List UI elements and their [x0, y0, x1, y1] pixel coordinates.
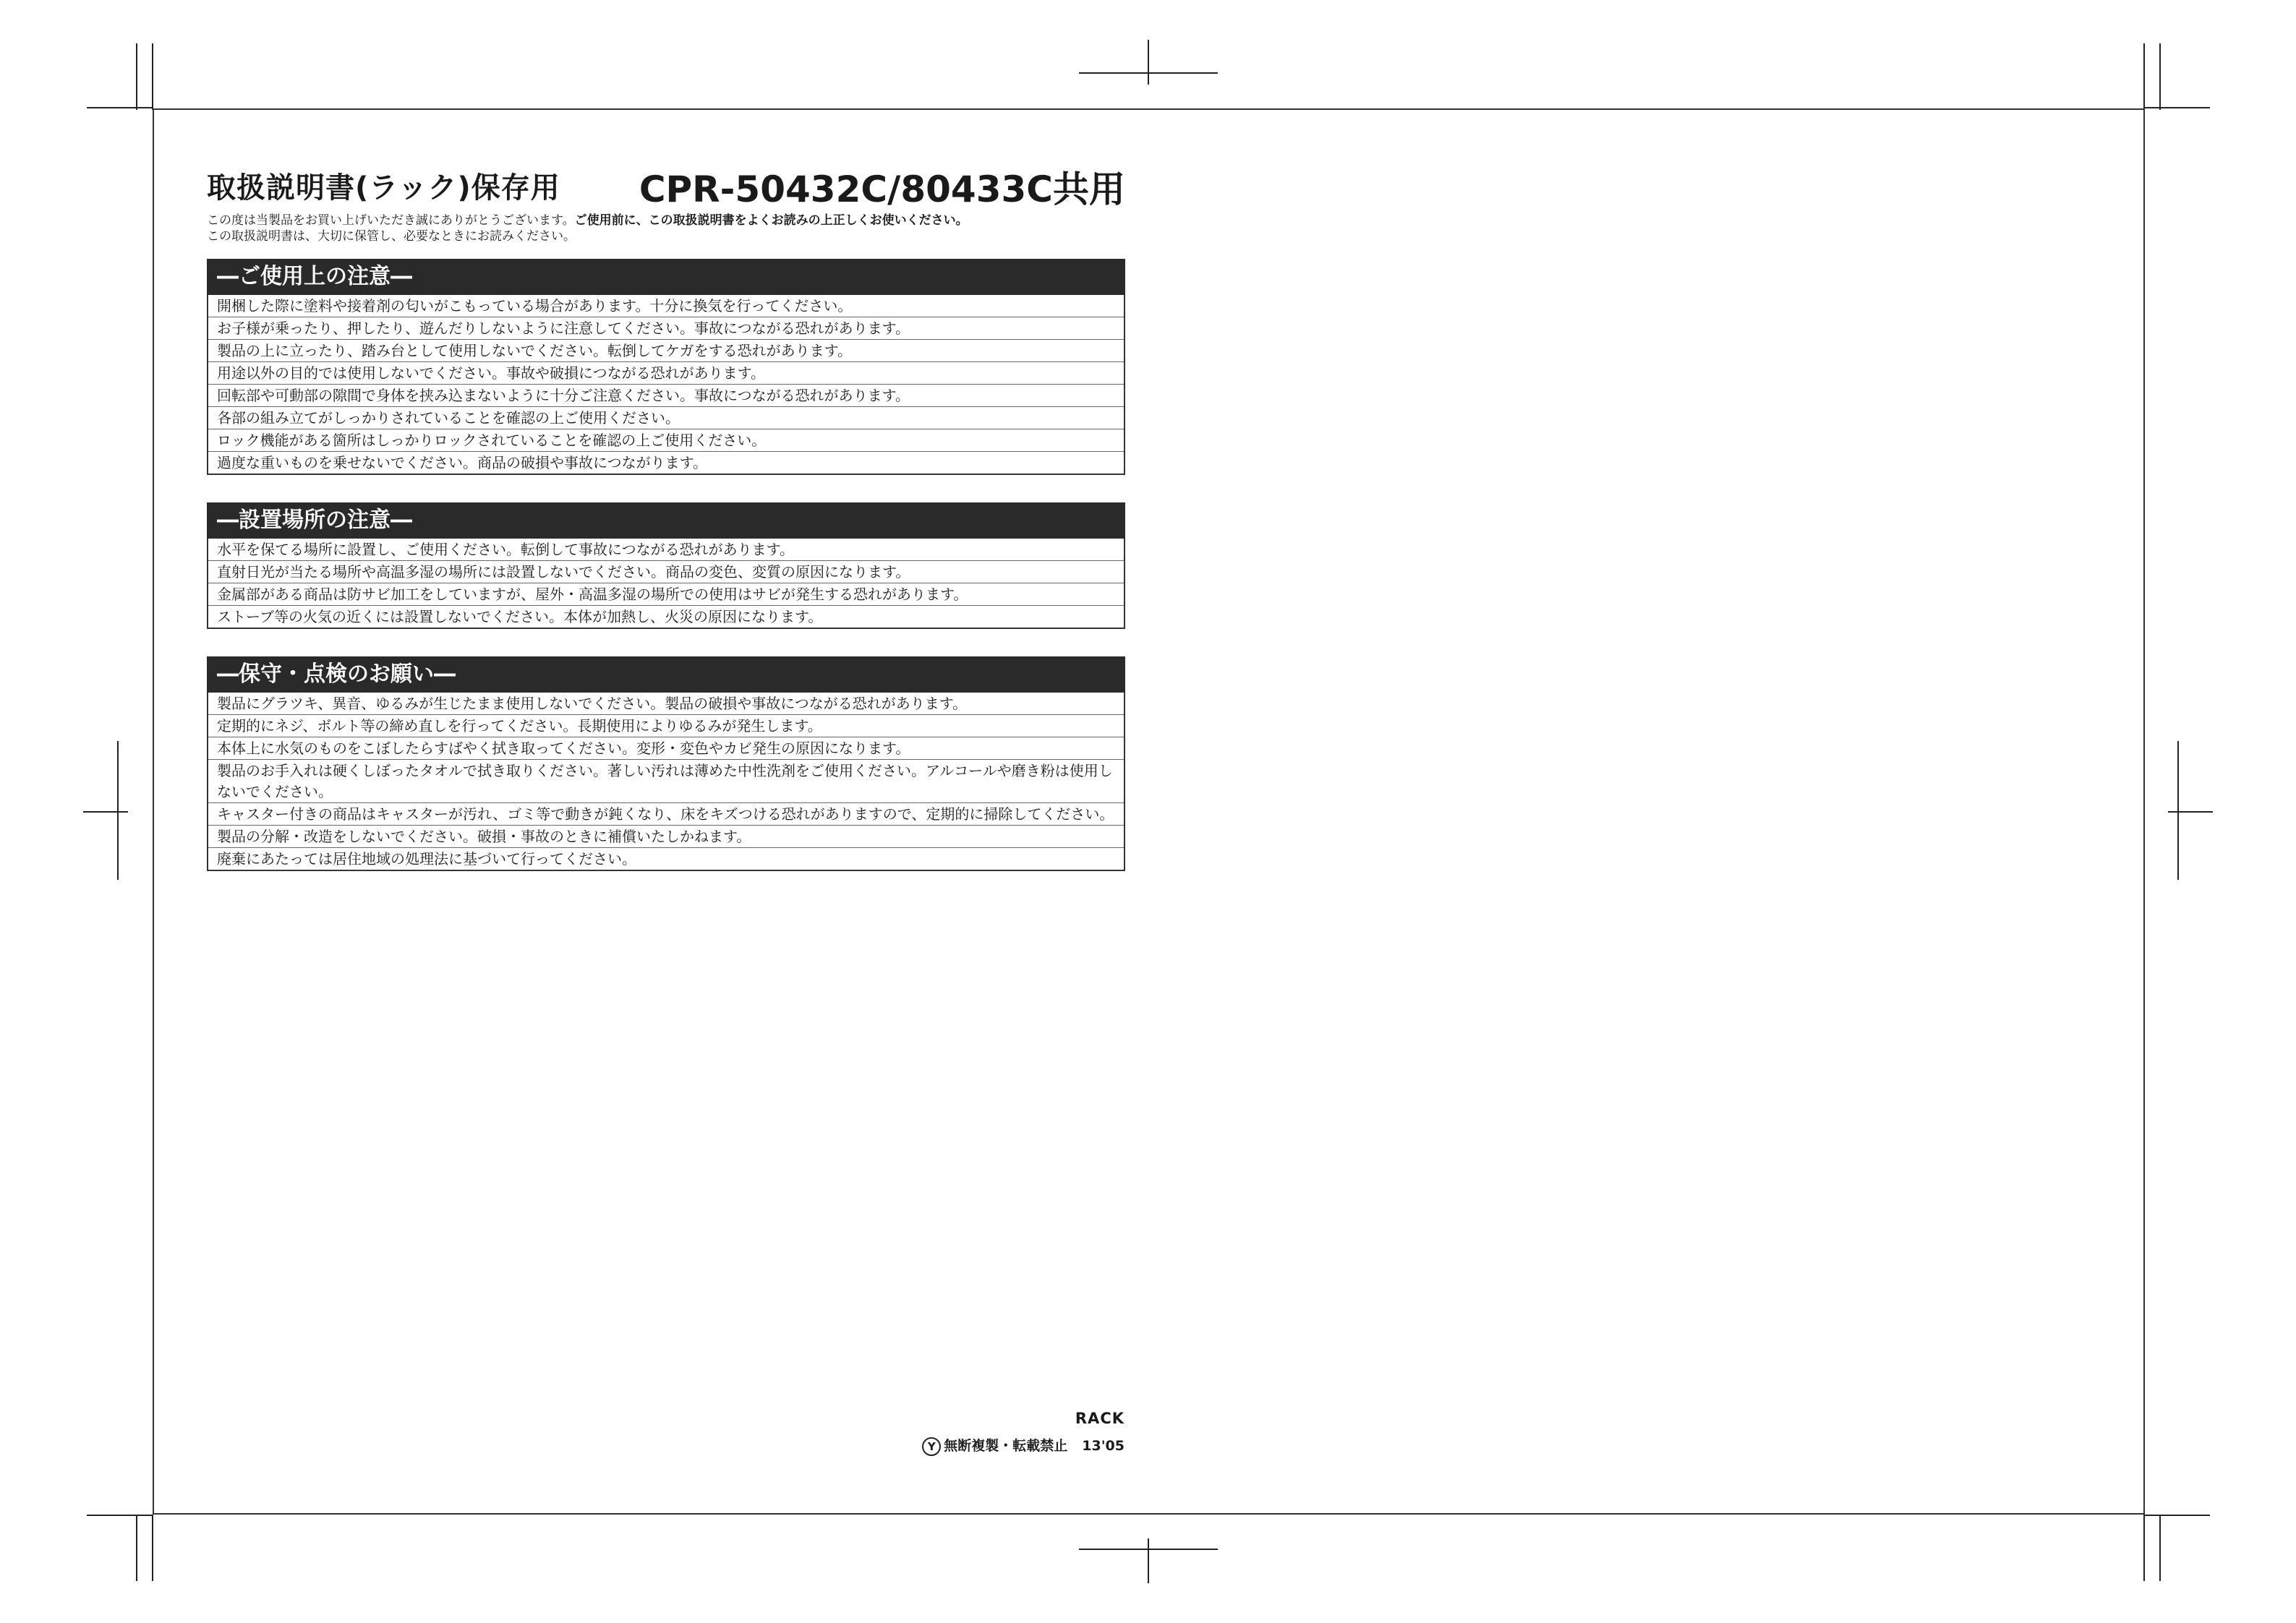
list-item: 廃棄にあたっては居住地域の処理法に基づいて行ってください。: [208, 847, 1124, 870]
list-item: 製品の分解・改造をしないでください。破損・事故のときに補償いたしかねます。: [208, 825, 1124, 847]
model-number: CPR-50432C/80433C共用: [639, 168, 1125, 210]
caution-list: [207, 295, 1125, 475]
list-item: 本体上に水気のものをこぼしたらすばやく拭き取ってください。変形・変色やカビ発生の原因になります。: [208, 737, 1124, 759]
document-title: 取扱説明書(ラック)保存用: [207, 171, 560, 205]
copyright-notice: 無断複製・転載禁止: [944, 1438, 1068, 1454]
category-label: RACK: [1075, 1410, 1124, 1427]
list-item: 定期的にネジ、ボルト等の締め直しを行ってください。長期使用によりゆるみが発生します。: [208, 714, 1124, 737]
section-heading: ―ご使用上の注意―: [207, 259, 1125, 295]
intro-text: [207, 213, 1125, 244]
list-item: 用途以外の目的では使用しないでください。事故や破損につながる恐れがあります。: [208, 361, 1124, 384]
issue-date: 13'05: [1082, 1438, 1124, 1454]
section-usage-cautions: [207, 259, 1125, 475]
header: [207, 160, 1125, 210]
intro-line-2: この取扱説明書は、大切に保管し、必要なときにお読みください。: [207, 229, 576, 244]
caution-list: [207, 693, 1125, 871]
list-item: 直射日光が当たる場所や高温多湿の場所には設置しないでください。商品の変色、変質の原因になります。: [208, 560, 1124, 583]
list-item: 過度な重いものを乗せないでください。商品の破損や事故につながります。: [208, 451, 1124, 474]
section-maintenance: [207, 656, 1125, 871]
list-item: キャスター付きの商品はキャスターが汚れ、ゴミ等で動きが鈍くなり、床をキズつける恐れがありますので、定期的に掃除してください。: [208, 802, 1124, 825]
caution-list: [207, 539, 1125, 629]
manual-content: [207, 160, 1125, 871]
copyright-line: [922, 1435, 1124, 1456]
section-heading: ―保守・点検のお願い―: [207, 656, 1125, 693]
section-heading: ―設置場所の注意―: [207, 502, 1125, 539]
list-item: ロック機能がある箇所はしっかりロックされていることを確認の上ご使用ください。: [208, 429, 1124, 451]
list-item: 各部の組み立てがしっかりされていることを確認の上ご使用ください。: [208, 406, 1124, 429]
list-item: 開梱した際に塗料や接着剤の匂いがこもっている場合があります。十分に換気を行ってください。: [217, 297, 853, 314]
list-item: 金属部がある商品は防サビ加工をしていますが、屋外・高温多湿の場所での使用はサビが発生する恐れがあります。: [208, 583, 1124, 605]
y-mark-icon: Y: [922, 1437, 941, 1456]
section-installation-cautions: [207, 502, 1125, 629]
list-item: 製品のお手入れは硬くしぼったタオルで拭き取りください。著しい汚れは薄めた中性洗剤をご使用ください。アルコールや磨き粉は使用しないでください。: [208, 759, 1124, 802]
list-item: 製品にグラツキ、異音、ゆるみが生じたまま使用しないでください。製品の破損や事故につながる恐れがあります。: [217, 695, 968, 712]
intro-line-1: この度は当製品をお買い上げいただき誠にありがとうございます。ご使用前に、この取扱説明書をよくお読みの上正しくお使いください。: [207, 213, 968, 228]
list-item: ストーブ等の火気の近くには設置しないでください。本体が加熱し、火災の原因になります。: [208, 605, 1124, 628]
list-item: 水平を保てる場所に設置し、ご使用ください。転倒して事故につながる恐れがあります。: [217, 541, 794, 558]
list-item: お子様が乗ったり、押したり、遊んだりしないように注意してください。事故につながる恐れがあります。: [208, 317, 1124, 339]
list-item: 回転部や可動部の隙間で身体を挟み込まないように十分ご注意ください。事故につながる恐れがあります。: [208, 384, 1124, 406]
list-item: 製品の上に立ったり、踏み台として使用しないでください。転倒してケガをする恐れがあります。: [208, 339, 1124, 361]
